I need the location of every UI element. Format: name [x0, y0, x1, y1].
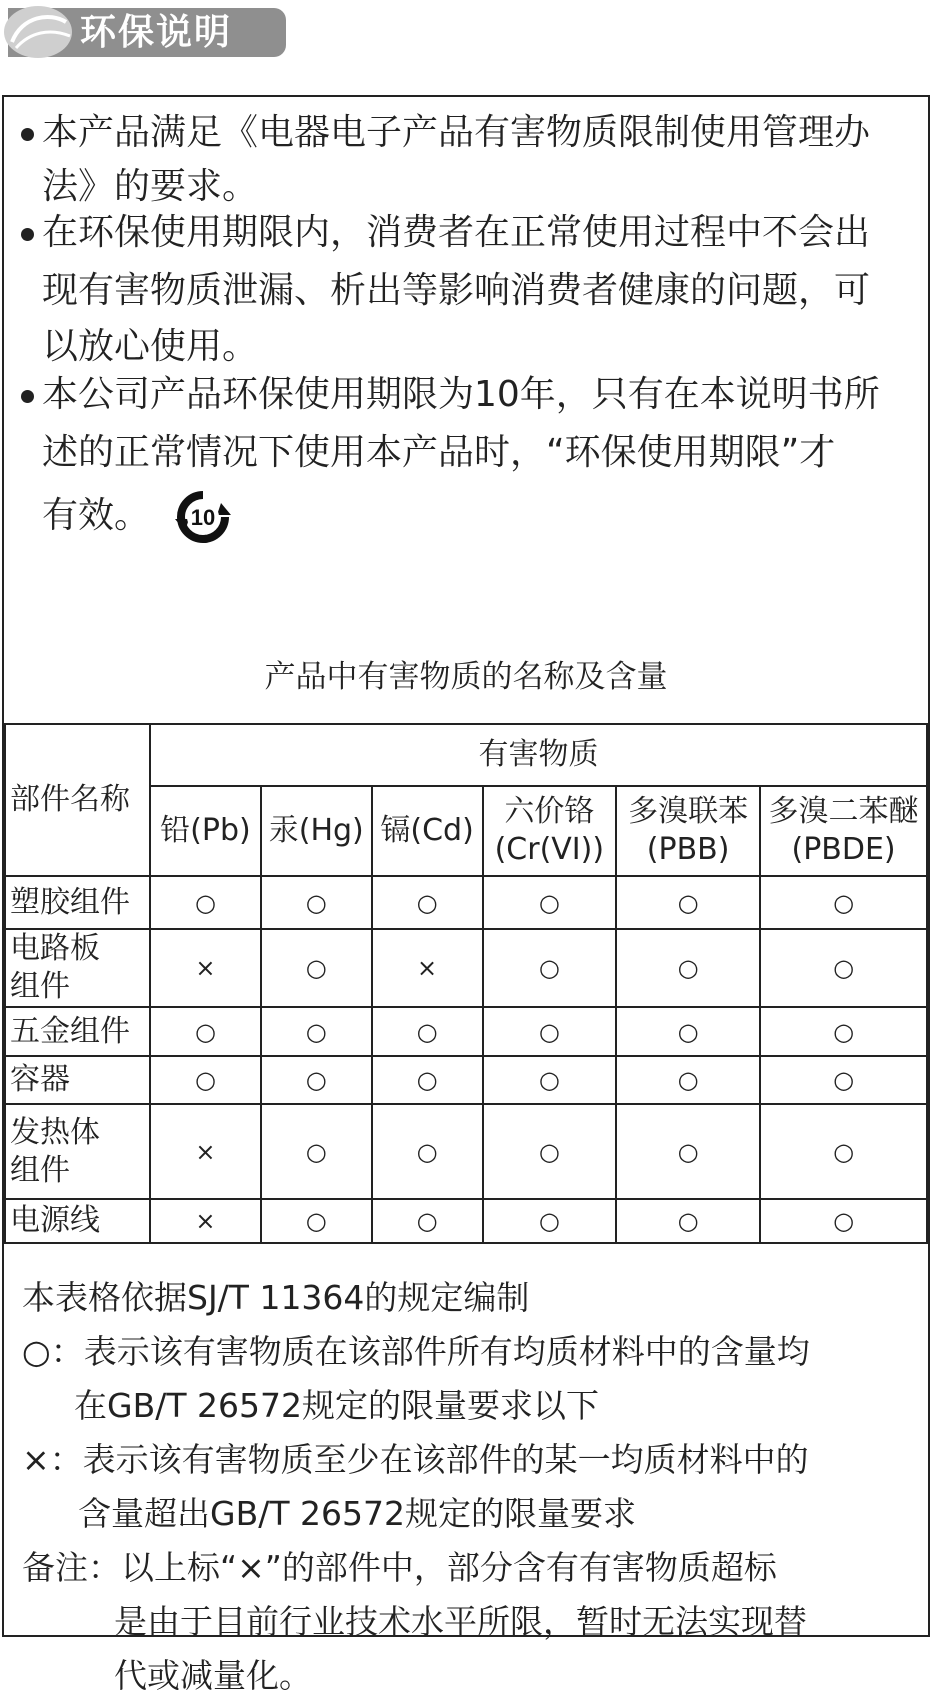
mark-cell: ○ — [261, 876, 372, 929]
mark-cell: ○ — [616, 929, 760, 1007]
mark-cell: ○ — [483, 1056, 617, 1104]
statement-2-line-3: 以放心使用。 — [42, 326, 259, 367]
mark-cell: ○ — [372, 1056, 483, 1104]
component-name — [5, 1007, 150, 1056]
mark-cell: ○ — [261, 1104, 372, 1199]
mark-cell: ○ — [372, 1199, 483, 1243]
component-name-line: 五金组件 — [10, 1013, 130, 1049]
section-header — [0, 0, 285, 60]
note-remark-line-3: 代或减量化。 — [114, 1656, 312, 1695]
epup-10-badge-icon — [173, 489, 233, 545]
note-basis: 本表格依据SJ/T 11364的规定编制 — [22, 1278, 530, 1317]
badge-number: 10 — [191, 505, 216, 530]
mark-cell: ○ — [760, 1199, 927, 1243]
mark-cell: ○ — [483, 1199, 617, 1243]
table-row — [5, 876, 927, 929]
mark-cell: × — [372, 929, 483, 1007]
mark-cell: ○ — [372, 1007, 483, 1056]
substance-name: 汞(Hg) — [268, 813, 364, 848]
substance-header — [261, 786, 372, 876]
component-name-line: 电源线 — [10, 1203, 100, 1238]
substance-symbol: (Cr(VI)) — [494, 832, 605, 867]
substance-header — [760, 786, 927, 876]
component-name-line: 容器 — [10, 1062, 70, 1097]
note-remark-line-2: 是由于目前行业技术水平所限，暂时无法实现替 — [114, 1602, 807, 1641]
substance-header — [150, 786, 261, 876]
substance-name: 多溴二苯醚 — [768, 794, 919, 829]
component-name-line: 塑胶组件 — [10, 884, 130, 920]
mark-cell: × — [150, 1104, 261, 1199]
table-row — [5, 1104, 927, 1199]
mark-cell: ○ — [760, 1007, 927, 1056]
component-name — [5, 1199, 150, 1243]
statement-2-line-2: 现有害物质泄漏、析出等影响消费者健康的问题，可 — [42, 270, 871, 311]
component-name-line: 电路板 — [10, 931, 100, 966]
mark-cell: ○ — [372, 1104, 483, 1199]
content-frame — [2, 95, 930, 1695]
component-name-line: 组件 — [10, 1152, 70, 1188]
mark-cell: ○ — [760, 1104, 927, 1199]
component-header: 部件名称 — [5, 724, 150, 876]
mark-cell: ○ — [372, 876, 483, 929]
component-name-line: 发热体 — [10, 1114, 100, 1150]
substance-header — [483, 786, 617, 876]
component-name-line: 组件 — [10, 969, 70, 1004]
mark-cell: × — [150, 929, 261, 1007]
mark-cell: ○ — [760, 876, 927, 929]
mark-cell: ○ — [616, 1056, 760, 1104]
mark-cell: ○ — [483, 929, 617, 1007]
mark-cell: ○ — [760, 1056, 927, 1104]
mark-cell: ○ — [150, 1056, 261, 1104]
component-name — [5, 1056, 150, 1104]
substance-header — [616, 786, 760, 876]
substance-name: 铅(Pb) — [160, 813, 251, 848]
table-caption: 产品中有害物质的名称及含量 — [264, 659, 668, 695]
mark-cell: ○ — [483, 1104, 617, 1199]
note-remark-line-1: 备注：以上标“×”的部件中，部分含有有害物质超标 — [22, 1548, 777, 1587]
table-row — [5, 1056, 927, 1104]
statement-1-line-1: 本产品满足《电器电子产品有害物质限制使用管理办 — [42, 112, 871, 153]
mark-cell: ○ — [616, 1104, 760, 1199]
statement-3-line-1: 本公司产品环保使用期限为10年，只有在本说明书所 — [42, 374, 880, 415]
mark-cell: ○ — [150, 1007, 261, 1056]
header-row-group — [5, 724, 927, 786]
substance-name: 六价铬 — [504, 794, 595, 829]
mark-cell: ○ — [261, 1056, 372, 1104]
substance-symbol: (PBB) — [646, 832, 730, 867]
leaf-icon — [0, 2, 80, 62]
mark-cell: ○ — [616, 1007, 760, 1056]
component-name — [5, 876, 150, 929]
mark-cell: ○ — [261, 1199, 372, 1243]
hazard-table — [4, 723, 928, 1244]
statement-list — [4, 97, 928, 627]
table-row — [5, 1199, 927, 1243]
note-circle-line-2: 在GB/T 26572规定的限量要求以下 — [74, 1386, 599, 1425]
page-title: 环保说明 — [80, 12, 233, 53]
statement-3-line-2: 述的正常情况下使用本产品时，“环保使用期限”才 — [42, 432, 836, 473]
statement-3-line-3 — [42, 489, 233, 545]
substance-name: 多溴联苯 — [628, 794, 749, 829]
table-row — [5, 1007, 927, 1056]
note-cross-line-1: ×：表示该有害物质至少在该部件的某一均质材料中的 — [22, 1440, 809, 1479]
mark-cell: ○ — [261, 1007, 372, 1056]
mark-cell: ○ — [616, 1199, 760, 1243]
substance-header — [372, 786, 483, 876]
note-cross-line-2: 含量超出GB/T 26572规定的限量要求 — [78, 1494, 636, 1533]
component-name — [5, 929, 150, 1007]
mark-cell: ○ — [483, 876, 617, 929]
note-circle-line-1: ○：表示该有害物质在该部件所有均质材料中的含量均 — [22, 1332, 810, 1371]
table-row — [5, 929, 927, 1007]
substance-group-header: 有害物质 — [150, 724, 927, 786]
mark-cell: ○ — [150, 876, 261, 929]
mark-cell: ○ — [616, 876, 760, 929]
mark-cell: × — [150, 1199, 261, 1243]
mark-cell: ○ — [483, 1007, 617, 1056]
statement-2-line-1: 在环保使用期限内，消费者在正常使用过程中不会出 — [42, 212, 871, 253]
statement-3-line-3-text: 有效。 — [42, 495, 151, 536]
statement-1-line-2: 法》的要求。 — [42, 166, 259, 207]
substance-name: 镉(Cd) — [380, 813, 474, 848]
component-name — [5, 1104, 150, 1199]
substance-symbol: (PBDE) — [791, 832, 896, 867]
mark-cell: ○ — [760, 929, 927, 1007]
mark-cell: ○ — [261, 929, 372, 1007]
